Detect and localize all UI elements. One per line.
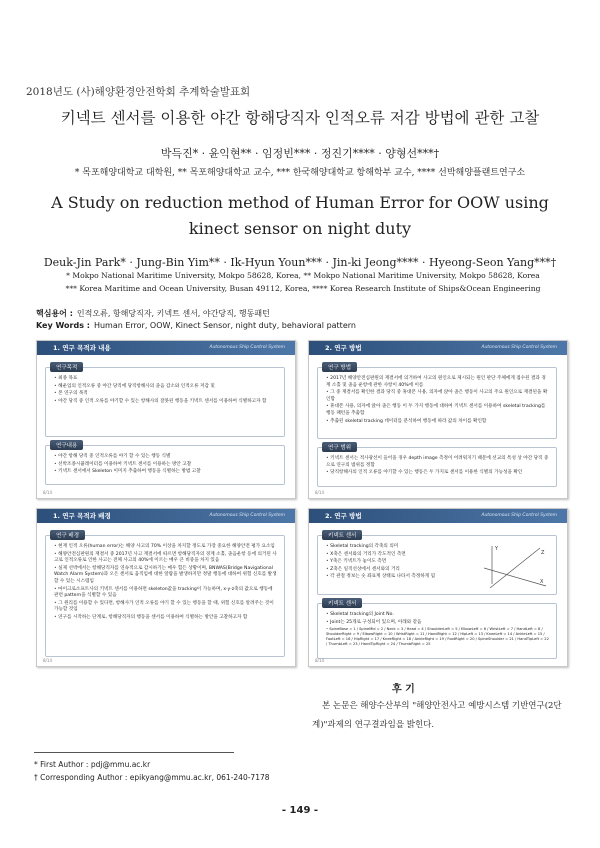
- slide-page-number: 8/14: [315, 658, 324, 663]
- conference-header: 2018년도 (사)해양환경안전학회 추계학술발표회: [26, 86, 251, 98]
- box-label: 연구 배경: [50, 530, 85, 540]
- slide-tag: Autonomous Ship Control System: [209, 513, 285, 518]
- english-keywords: [36, 321, 356, 330]
- x-axis-line: [484, 568, 546, 586]
- bullet-item: • 최종 목표: [54, 376, 278, 383]
- bullet-item: • 휴대폰 사용, 의자에 앉아 졸은 행동 이 두 가지 행동에 대하여 키넥트 센서를 이용하여 skeletal tracking를 행동 패턴을 추출함: [326, 404, 550, 417]
- box-label: 키넥트 센서: [322, 530, 362, 540]
- korean-keywords-value: 인적오류, 항해당직자, 키넥트 센서, 야간당직, 행동패턴: [76, 309, 270, 318]
- page-number: - 149 -: [281, 805, 319, 816]
- bullet-item: • Joint는 25개로 구성되어 있으며, 아래와 같음: [326, 620, 550, 627]
- box-label: 연구 방법: [322, 362, 357, 372]
- english-title: A Study on reduction method of Human Error for OOW using kinect sensor on night duty: [51, 193, 549, 238]
- slide-box: [317, 447, 557, 487]
- korean-keywords: [36, 308, 270, 319]
- bullet-item: • 추출된 skeletal tracking 데이터를 분석하여 행동에 따라 값의 차이를 확인함: [326, 419, 550, 426]
- bullet-item: • 본 연구의 목적: [54, 391, 278, 398]
- x-axis-label: X: [540, 579, 544, 585]
- slide-title: 2. 연구 방법: [325, 344, 362, 352]
- slide-header: [37, 341, 295, 355]
- bullet-item: • 그 원리를 이용할 수 있다면, 항해사가 인적 오류를 야기 할 수 있는 행동을 할 때, 위험 신호를 알려주는 것이 가능할 것임: [54, 601, 278, 614]
- slide-page-number: 8/14: [43, 490, 52, 495]
- acknowledgement-text: 본 논문은 해양수산부의 "해양안전사고 예방시스템 기반연구(2단계)"과제의 연구결과임을 밝힌다.: [312, 701, 562, 730]
- bullet-item: • 연구를 시작하는 단계로, 항해당직자의 행동을 센서를 이용하여 식별하는 방안을 고찰하고자 함: [54, 615, 278, 622]
- xyz-axis-diagram: [480, 542, 550, 590]
- y-axis-label: Y: [495, 546, 499, 552]
- box-label: 키넥트 센서: [322, 598, 362, 608]
- bullet-item: • 2017년 해양안전심판원의 재결서에 의거하여 사고의 원인으로 제시되는 원인 판단 주체에게 접수된 결과 경계 소홀 및 졸음 운항에 관한 사항이 40%에 이름: [326, 376, 550, 389]
- footnote-corresponding-author: † Corresponding Author : epikyang@mmu.ac.kr, 061-240-7178: [34, 773, 270, 782]
- acknowledgement-title: 후 기: [392, 684, 415, 695]
- bullet-item: • 해양안전심판원의 재결서 중 2017년 사고 재결서에 따르면 항해당직자의 경계 소홀, 졸음운항 등에 의거된 사고로 인적오류로 인한 사고는 전체 사고의 40%에 이르는 매우 큰 비중을 차지 있음: [54, 552, 278, 565]
- bullet-item: • 해운업의 인적오류 중 야간 당직에 당직항해사의 졸음 감소와 인적오류 저감 및: [54, 384, 278, 391]
- korean-title: 키넥트 센서를 이용한 야간 항해당직자 인적오류 저감 방법에 관한 고찰: [60, 109, 540, 127]
- bullet-item: • Skeletal tracking의 각축의 의미: [326, 544, 476, 551]
- slide-tag: Autonomous Ship Control System: [481, 345, 557, 350]
- bullet-item: • Y축은 키넥트가 놓이도 측면: [326, 559, 476, 566]
- slide-research-background: [36, 508, 296, 667]
- bullet-item: • 야간 당직 중 인적 오류를 야기할 수 있는 항해사의 잘못된 행동을 키넥트 센서를 이용하여 식별하고자 함: [54, 399, 278, 406]
- bullet-item: • 키넥트 센서는 적사광선이 들어올 경우 depth image 측정이 어려워지기 때문에 선교의 특성 상 야간 당직 중으로 연구의 범위를 정함: [326, 456, 550, 469]
- english-affiliation: [28, 270, 578, 295]
- korean-authors: 박득진* · 윤익현** · 임정빈*** · 정진기**** · 양형선***†: [160, 147, 440, 160]
- slide-box: [45, 535, 285, 657]
- footnote-first-author: * First Author : pdj@mmu.ac.kr: [34, 760, 151, 769]
- slide-title: 1. 연구 목적과 내용: [53, 344, 111, 352]
- slide-page-number: 8/14: [315, 490, 324, 495]
- bullet-item: • X축은 센서와의 거리가 각도적인 측면: [326, 552, 476, 559]
- box-label: 연구 범위: [322, 442, 357, 452]
- box-label: 연구내용: [50, 440, 83, 450]
- footnote-divider: [34, 752, 234, 753]
- bullet-item: • 선박조종시뮬레이터를 이용하여 키넥트 센서를 이용하는 방안 고찰: [54, 462, 278, 469]
- english-affiliation-line-2: *** Korea Maritime and Ocean University, Busan 49112, Korea, **** Korea Research Institute of Ships&Ocean Engineering: [65, 283, 541, 293]
- bullet-item: • 야간 항해 당직 중 인적오류를 야기 할 수 있는 행동 식별: [54, 454, 278, 461]
- korean-affiliation: * 목포해양대학교 대학원, ** 목포해양대학교 교수, *** 한국해양대학교 항해학부 교수, **** 선박해양플랜트연구소: [74, 168, 526, 178]
- slide-box: [317, 603, 557, 659]
- slide-box: [317, 367, 557, 439]
- slide-research-method: [308, 340, 568, 499]
- bullet-item: • SpineBase = 1 / SpineMid = 2 / Neck = 3 / Head = 4 / ShoulderLeft = 5 / ElbowLeft = 6 / WristLeft = 7 / HandLeft = 8 / ShoulderRight = 9 / ElbowRight = 10 / WristRight = 11 / HandRight = 12 / HipLeft = 13 / KneeLeft = 14 / AnkleLeft = 15 / FootLeft = 16 / HipRight = 17 / KneeRight = 18 / AnkleRight = 19 / FootRight = 20 / SpineShoulder = 21 / HandTipLeft = 22 / ThumbLeft = 23 / HandTipRight = 24 / ThumbRight = 25: [326, 627, 550, 647]
- english-keywords-label: Key Words :: [36, 321, 90, 330]
- english-keywords-value: Human Error, OOW, Kinect Sensor, night duty, behavioral pattern: [93, 321, 356, 330]
- slide-figures: [36, 340, 566, 665]
- english-authors: Deuk-Jin Park* · Jung-Bin Yim** · Ik-Hyun Youn*** · Jin-ki Jeong**** · Hyeong-Seon Yang***†: [43, 256, 557, 269]
- slide-tag: Autonomous Ship Control System: [481, 513, 557, 518]
- bullet-item: • 키넥트 센서에서 Skeleton 이미지 추출하여 행동을 식별하는 방법 고찰: [54, 469, 278, 476]
- slide-header: [37, 509, 295, 523]
- bullet-item: • Skeletal tracking의 Joint No.: [326, 612, 550, 619]
- slide-title: 1. 연구 목적과 배경: [53, 512, 111, 520]
- bullet-item: • 실제 선박에서는 항해당직자를 연속적으로 감시하기는 매우 힘든 상황이며, BNWAS(Bridge Navigational Watch Alarm System)과 오은 센서로 움직임에 대한 알람을 발생하지만 정말 행동에 대하여 위험 신호를 발생할 수 있는 시스템임: [54, 566, 278, 586]
- slide-header: [309, 509, 567, 523]
- slide-box: [45, 367, 285, 437]
- slide-kinect-sensor: [308, 508, 568, 667]
- box-label: 연구목적: [50, 362, 83, 372]
- slide-title: 2. 연구 방법: [325, 512, 362, 520]
- slide-box: [45, 445, 285, 485]
- slide-research-purpose: [36, 340, 296, 499]
- z-axis-label: Z: [541, 550, 545, 556]
- bullet-item: • 현재 인적 오류(human error)는 해양 사고의 70% 이상을 차지할 정도로 가장 중요한 해양안전 평가 요소임: [54, 544, 278, 551]
- slide-box: [317, 535, 557, 595]
- slide-page-number: 8/14: [43, 658, 52, 663]
- slide-header: [309, 341, 567, 355]
- bullet-item: • Z축은 일직선상에서 센서와의 거리: [326, 567, 476, 574]
- bullet-item: • 마이크로소프트사의 키넥트 센서를 이용하면 skeleton값을 tracking이 가능하며, x·y·z축의 값으로 행동에 관련 pattern을 식별할 수 있음: [54, 587, 278, 600]
- korean-keywords-label: 핵심용어 :: [36, 309, 73, 318]
- bullet-item: • 당직항해사의 인적 오류를 야기할 수 있는 행동은 두 가지로 센서를 이용한 식별의 가능성을 확인: [326, 470, 550, 477]
- bullet-item: • 각 관절 정보는 숫 좌표계 상태로 나타서 측정하게 됨: [326, 574, 476, 581]
- bullet-item: • 그 중 재결서를 확인한 결과 당직 중 휴대폰 사용, 의자에 앉아 졸은 행동이 사고의 주요 원인으로 재결된을 확인함: [326, 390, 550, 403]
- slide-tag: Autonomous Ship Control System: [209, 345, 285, 350]
- english-affiliation-line-1: * Mokpo National Maritime University, Mokpo 58628, Korea, ** Mokpo National Maritime University, Mokpo 58628, Korea: [66, 271, 540, 280]
